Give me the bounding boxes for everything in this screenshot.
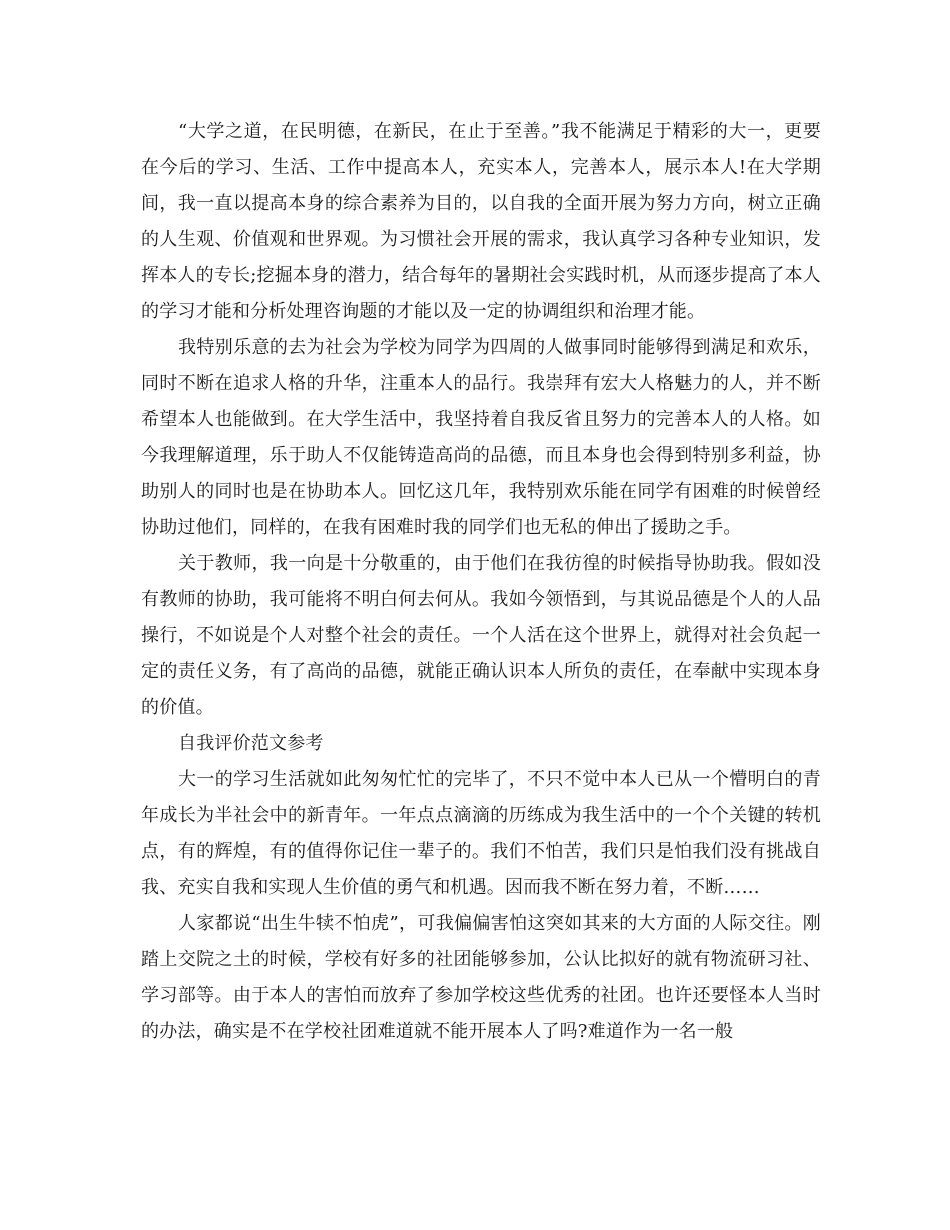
document-body — [141, 114, 821, 1050]
paragraph-4: 大一的学习生活就如此匆匆忙忙的完毕了，不只不觉中本人已从一个懵明白的青年成长为半社会中的新青年。一年点点滴滴的历练成为我生活中的一个个关键的转机点，有的辉煌，有的值得你记住一辈子的。我们不怕苦，我们只是怕我们没有挑战自我、充实自我和实现人生价值的勇气和机遇。因而我不断在努力着，不断…… — [141, 769, 821, 898]
section-heading: 自我评价范文参考 — [178, 733, 324, 754]
paragraph-5: 人家都说“出生牛犊不怕虎”，可我偏偏害怕这突如其来的大方面的人际交往。刚踏上交院之土的时候，学校有好多的社团能够参加，公认比拟好的就有物流研习社、学习部等。由于本人的害怕而放弃了参加学校这些优秀的社团。也许还要怪本人当时的办法，确实是不在学校社团难道就不能开展本人了吗?难道作为一名一般 — [141, 913, 821, 1042]
paragraph-3: 关于教师，我一向是十分敬重的，由于他们在我彷徨的时候指导协助我。假如没有教师的协助，我可能将不明白何去何从。我如今领悟到，与其说品德是个人的人品操行，不如说是个人对整个社会的责任。一个人活在这个世界上，就得对社会负起一定的责任义务，有了高尚的品德，就能正确认识本人所负的责任，在奉献中实现本身的价值。 — [141, 553, 821, 718]
paragraph-2: 我特别乐意的去为社会为学校为同学为四周的人做事同时能够得到满足和欢乐，同时不断在追求人格的升华，注重本人的品行。我崇拜有宏大人格魅力的人，并不断希望本人也能做到。在大学生活中，我坚持着自我反省且努力的完善本人的人格。如今我理解道理，乐于助人不仅能铸造高尚的品德，而且本身也会得到特别多利益，协助别人的同时也是在协助本人。回忆这几年，我特别欢乐能在同学有困难的时候曾经协助过他们，同样的，在我有困难时我的同学们也无私的伸出了援助之手。 — [141, 337, 821, 538]
paragraph-1: “大学之道，在民明德，在新民，在止于至善。”我不能满足于精彩的大一，更要在今后的学习、生活、工作中提高本人，充实本人，完善本人，展示本人!在大学期间，我一直以提高本身的综合素养为目的，以自我的全面开展为努力方向，树立正确的人生观、价值观和世界观。为习惯社会开展的需求，我认真学习各种专业知识，发挥本人的专长;挖掘本身的潜力，结合每年的暑期社会实践时机，从而逐步提高了本人的学习才能和分析处理咨询题的才能以及一定的协调组织和治理才能。 — [141, 121, 821, 322]
